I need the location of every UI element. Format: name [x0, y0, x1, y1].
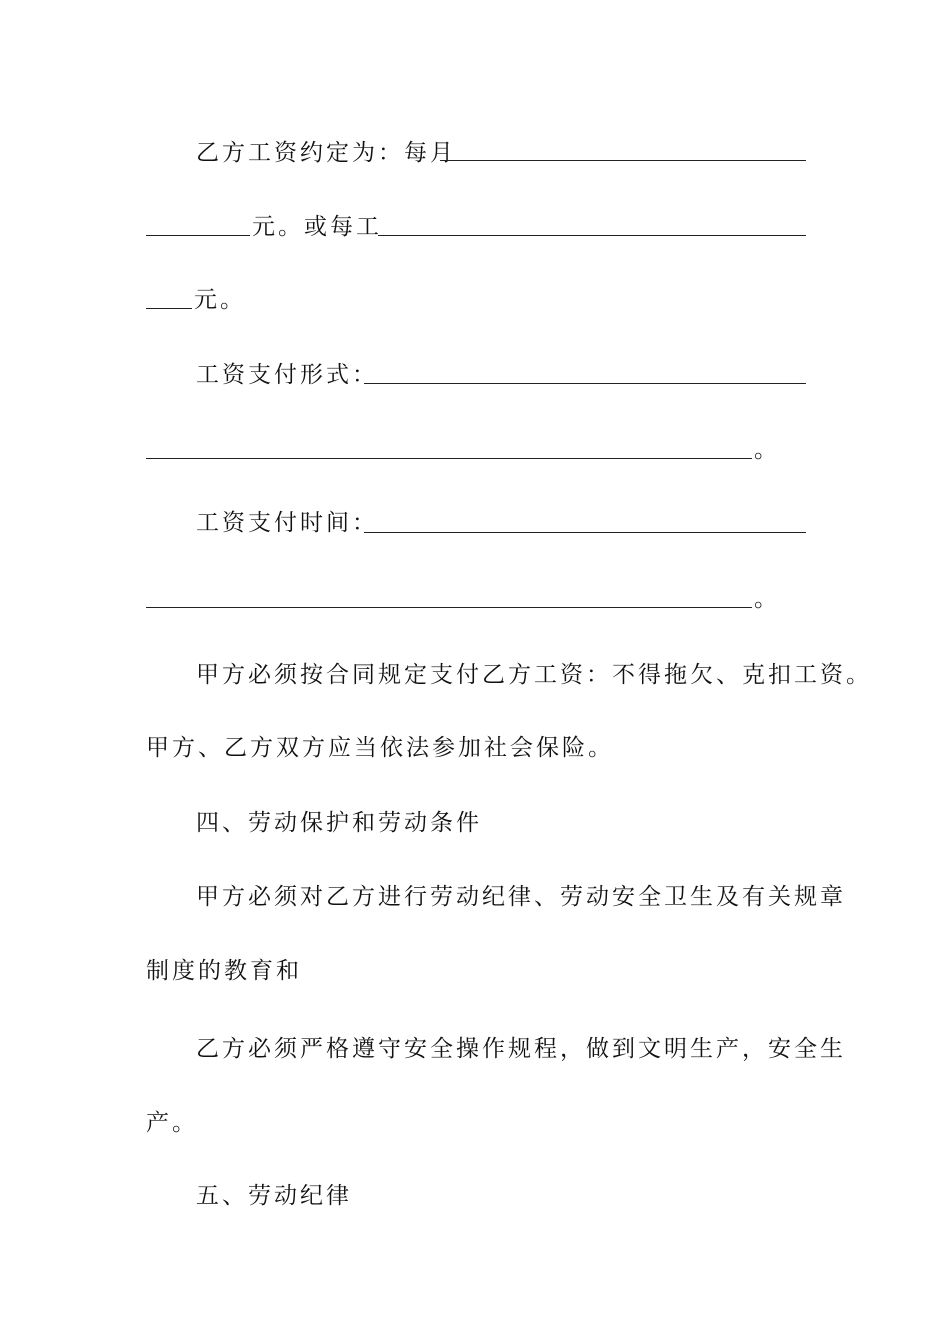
payment-time-blank [364, 532, 806, 533]
paragraph-safety-rules: 乙方必须严格遵守安全操作规程，做到文明生产，安全生 [196, 1036, 846, 1062]
paragraph-safety-education-cont: 制度的教育和 [146, 958, 302, 984]
payment-form-label: 工资支付形式： [196, 362, 378, 388]
section-heading-4: 四、劳动保护和劳动条件 [196, 810, 482, 836]
payment-form-blank [364, 383, 806, 384]
wage-monthly-label: 乙方工资约定为：每月 [196, 140, 456, 166]
payment-time-blank-2 [146, 607, 752, 608]
wage-daily-unit: 元。 [194, 287, 246, 313]
paragraph-safety-rules-cont: 产。 [146, 1110, 198, 1136]
paragraph-wage-obligation: 甲方必须按合同规定支付乙方工资：不得拖欠、克扣工资。 [196, 662, 872, 688]
payment-form-blank-2 [146, 458, 752, 459]
payment-time-period: 。 [754, 586, 780, 612]
wage-daily-amount-blank [146, 308, 192, 309]
wage-monthly-blank [440, 160, 806, 161]
wage-daily-label: 元。或每工 [252, 214, 382, 240]
paragraph-safety-education: 甲方必须对乙方进行劳动纪律、劳动安全卫生及有关规章 [196, 884, 846, 910]
wage-monthly-amount-blank [146, 235, 250, 236]
section-heading-5: 五、劳动纪律 [196, 1183, 352, 1209]
paragraph-social-insurance: 甲方、乙方双方应当依法参加社会保险。 [146, 735, 614, 761]
wage-daily-blank [378, 235, 806, 236]
payment-time-label: 工资支付时间： [196, 510, 378, 536]
payment-form-period: 。 [754, 437, 780, 463]
